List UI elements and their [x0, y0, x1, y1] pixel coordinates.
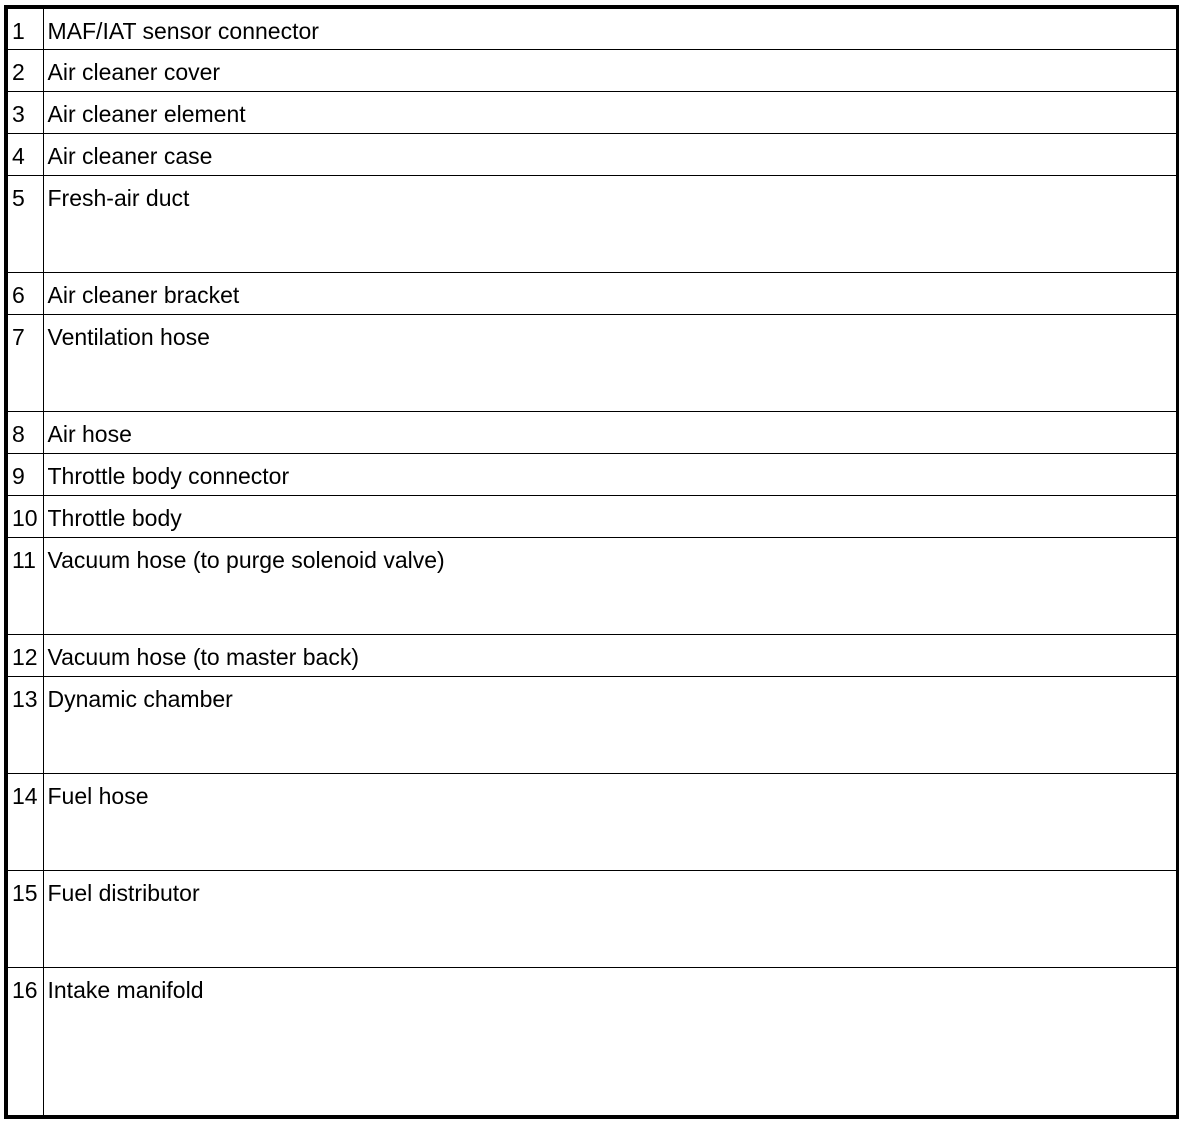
table-row	[6, 773, 1178, 870]
table-row	[6, 133, 1178, 175]
table-row	[6, 870, 1178, 967]
part-number: 15	[6, 870, 43, 967]
part-number: 4	[6, 133, 43, 175]
parts-list-table	[4, 5, 1179, 1119]
part-name: Intake manifold	[43, 967, 1178, 1117]
part-number: 7	[6, 314, 43, 411]
part-name: Air cleaner bracket	[43, 272, 1178, 314]
part-number: 8	[6, 411, 43, 453]
part-number: 6	[6, 272, 43, 314]
part-number: 13	[6, 676, 43, 773]
part-name: Fuel distributor	[43, 870, 1178, 967]
table-row	[6, 49, 1178, 91]
part-name: Air cleaner cover	[43, 49, 1178, 91]
table-row	[6, 634, 1178, 676]
table-row	[6, 495, 1178, 537]
part-number: 3	[6, 91, 43, 133]
table-row	[6, 537, 1178, 634]
part-name: Air cleaner case	[43, 133, 1178, 175]
table-row	[6, 453, 1178, 495]
part-number: 16	[6, 967, 43, 1117]
part-name: Throttle body	[43, 495, 1178, 537]
part-number: 11	[6, 537, 43, 634]
table-row	[6, 272, 1178, 314]
part-number: 14	[6, 773, 43, 870]
table-row	[6, 967, 1178, 1117]
part-name: Air cleaner element	[43, 91, 1178, 133]
part-name: Throttle body connector	[43, 453, 1178, 495]
part-name: Vacuum hose (to purge solenoid valve)	[43, 537, 1178, 634]
table-row	[6, 91, 1178, 133]
part-name: Fuel hose	[43, 773, 1178, 870]
table-row	[6, 314, 1178, 411]
part-name: Fresh-air duct	[43, 175, 1178, 272]
table-row	[6, 676, 1178, 773]
table-row	[6, 7, 1178, 49]
part-name: Ventilation hose	[43, 314, 1178, 411]
part-number: 2	[6, 49, 43, 91]
part-number: 12	[6, 634, 43, 676]
table-row	[6, 175, 1178, 272]
part-number: 1	[6, 7, 43, 49]
part-name: MAF/IAT sensor connector	[43, 7, 1178, 49]
part-number: 9	[6, 453, 43, 495]
part-name: Dynamic chamber	[43, 676, 1178, 773]
part-name: Vacuum hose (to master back)	[43, 634, 1178, 676]
table-row	[6, 411, 1178, 453]
part-number: 5	[6, 175, 43, 272]
part-number: 10	[6, 495, 43, 537]
part-name: Air hose	[43, 411, 1178, 453]
